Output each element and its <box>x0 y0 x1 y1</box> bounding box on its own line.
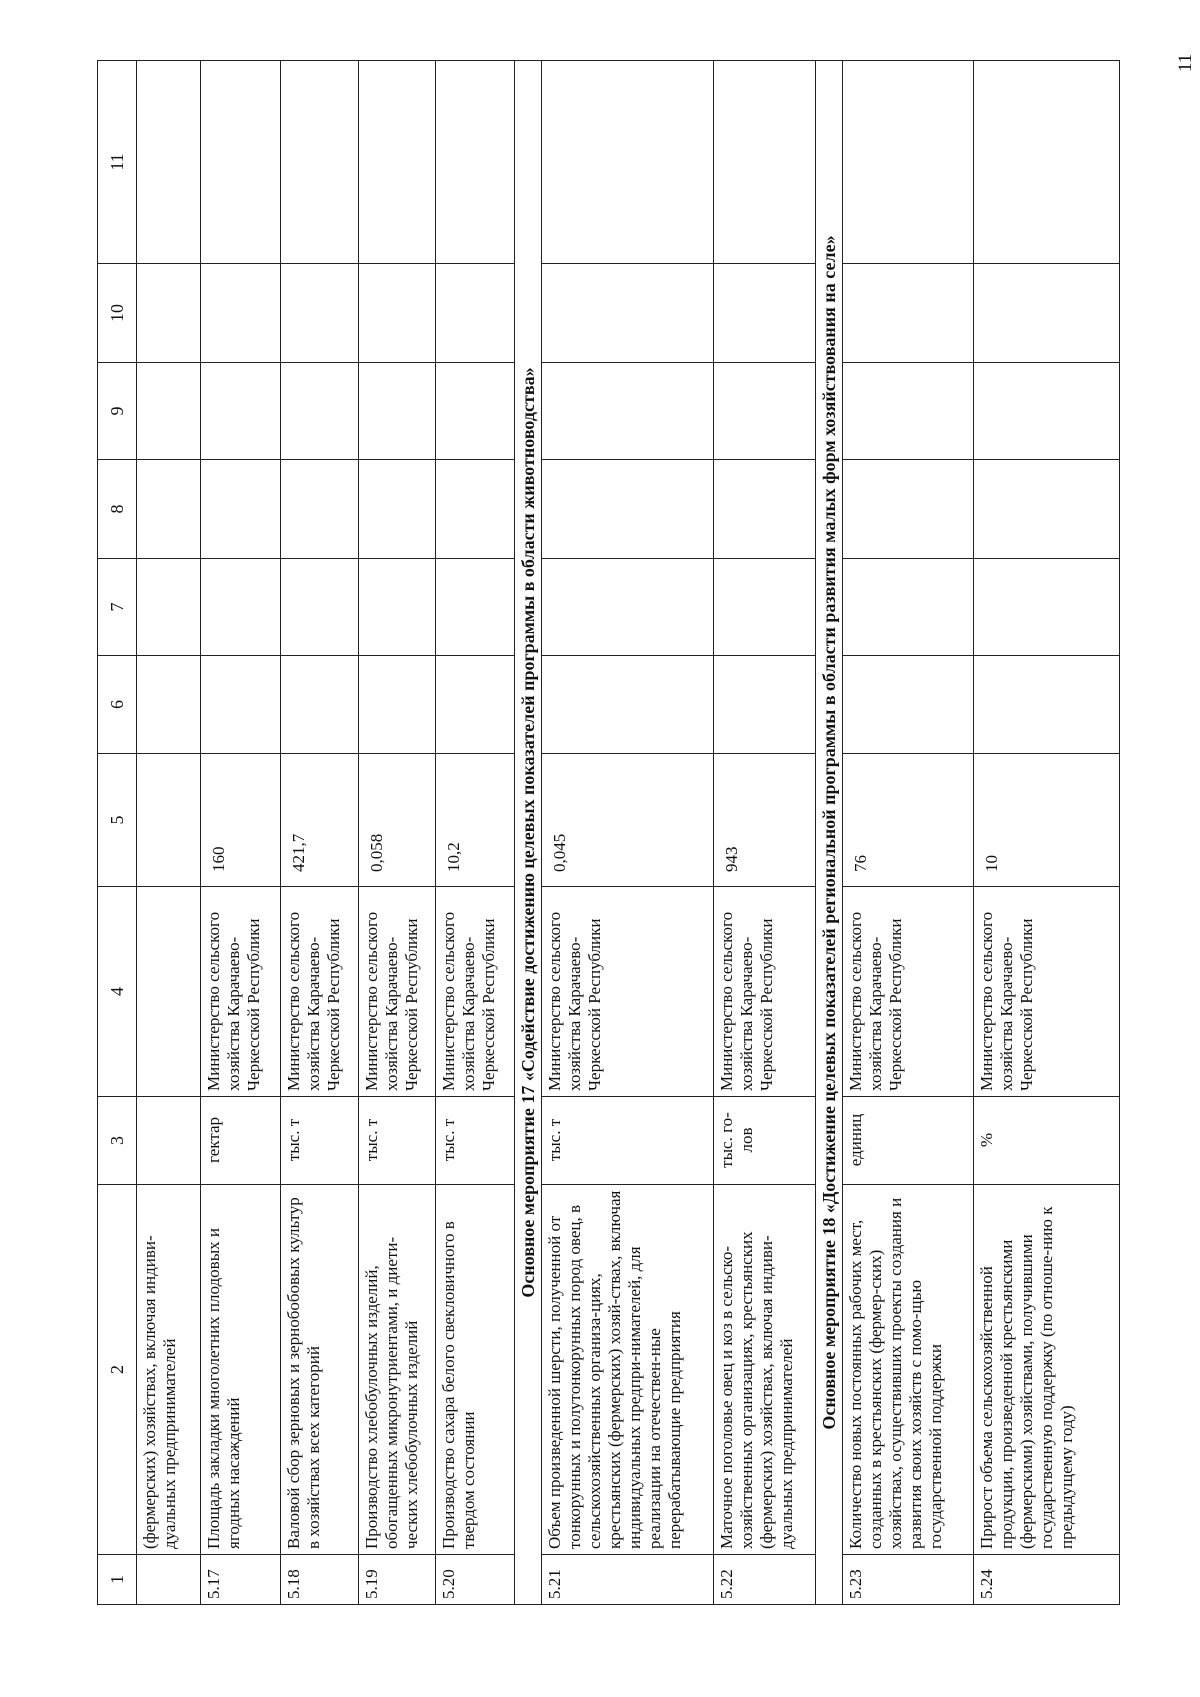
empty-value-cell <box>713 61 815 264</box>
table-row <box>201 61 281 1605</box>
responsible-executor: Министерство сельского хозяйства Карачаево-Черкесской Республики <box>542 887 713 1097</box>
empty-value-cell <box>280 460 358 559</box>
empty-value-cell <box>843 363 974 460</box>
empty-value-cell <box>436 61 515 264</box>
empty-value-cell <box>280 656 358 754</box>
empty-value-cell <box>137 656 201 754</box>
row-number: 5.21 <box>542 1555 713 1605</box>
unit-of-measure: тыс. т <box>280 1097 358 1185</box>
section-heading-row <box>815 61 843 1605</box>
table-row <box>358 61 436 1605</box>
section-title: Основное мероприятие 17 «Содействие достижению целевых показателей программы в области животноводства» <box>514 61 542 1605</box>
column-header-10: 10 <box>98 264 137 363</box>
indicator-value <box>137 754 201 887</box>
empty-value-cell <box>974 656 1120 754</box>
indicators-table <box>97 60 1120 1605</box>
unit-of-measure: единиц <box>843 1097 974 1185</box>
empty-value-cell <box>436 656 515 754</box>
empty-value-cell <box>542 559 713 656</box>
column-header-1: 1 <box>98 1555 137 1605</box>
empty-value-cell <box>843 61 974 264</box>
indicator-name: Валовой сбор зерновых и зернобобовых культур в хозяйствах всех категорий <box>280 1185 358 1555</box>
row-number: 5.20 <box>436 1555 515 1605</box>
indicator-value: 160 <box>201 754 281 887</box>
indicator-value: 0,045 <box>542 754 713 887</box>
unit-of-measure: тыс. т <box>542 1097 713 1185</box>
unit-of-measure <box>137 1097 201 1185</box>
table-row <box>436 61 515 1605</box>
indicator-name: Производство хлебобулочных изделий, обогащенных микронутриентами, и диети-ческих хлебобулочных изделий <box>358 1185 436 1555</box>
unit-of-measure: тыс. т <box>436 1097 515 1185</box>
empty-value-cell <box>280 264 358 363</box>
empty-value-cell <box>974 363 1120 460</box>
unit-of-measure: % <box>974 1097 1120 1185</box>
empty-value-cell <box>137 460 201 559</box>
empty-value-cell <box>713 559 815 656</box>
empty-value-cell <box>280 61 358 264</box>
table-row <box>713 61 815 1605</box>
column-header-11: 11 <box>98 61 137 264</box>
section-heading-row <box>514 61 542 1605</box>
empty-value-cell <box>843 264 974 363</box>
indicator-name: Производство сахара белого свекловичного в твердом состоянии <box>436 1185 515 1555</box>
indicator-value: 421,7 <box>280 754 358 887</box>
empty-value-cell <box>542 61 713 264</box>
empty-value-cell <box>201 363 281 460</box>
column-header-7: 7 <box>98 559 137 656</box>
column-header-5: 5 <box>98 754 137 887</box>
indicator-value: 0,058 <box>358 754 436 887</box>
empty-value-cell <box>713 656 815 754</box>
column-header-3: 3 <box>98 1097 137 1185</box>
empty-value-cell <box>137 559 201 656</box>
empty-value-cell <box>713 264 815 363</box>
empty-value-cell <box>358 363 436 460</box>
table-row <box>974 61 1120 1605</box>
responsible-executor: Министерство сельского хозяйства Карачаево-Черкесской Республики <box>974 887 1120 1097</box>
indicator-value: 76 <box>843 754 974 887</box>
empty-value-cell <box>358 61 436 264</box>
responsible-executor <box>137 887 201 1097</box>
row-number: 5.19 <box>358 1555 436 1605</box>
row-number: 5.18 <box>280 1555 358 1605</box>
column-header-4: 4 <box>98 887 137 1097</box>
empty-value-cell <box>974 61 1120 264</box>
empty-value-cell <box>201 61 281 264</box>
empty-value-cell <box>713 363 815 460</box>
empty-value-cell <box>436 264 515 363</box>
table-row <box>137 61 201 1605</box>
indicator-name: (фермерских) хозяйствах, включая индиви-дуальных предпринимателей <box>137 1185 201 1555</box>
indicator-name: Маточное поголовье овец и коз в сельско-хозяйственных организациях, крестьянских (фермерских) хозяйствах, включая индиви-дуальных предпринимателей <box>713 1185 815 1555</box>
empty-value-cell <box>358 264 436 363</box>
empty-value-cell <box>280 363 358 460</box>
empty-value-cell <box>358 559 436 656</box>
responsible-executor: Министерство сельского хозяйства Карачаево-Черкесской Республики <box>280 887 358 1097</box>
empty-value-cell <box>843 559 974 656</box>
column-header-8: 8 <box>98 460 137 559</box>
rotated-table-container <box>97 61 1120 1605</box>
responsible-executor: Министерство сельского хозяйства Карачаево-Черкесской Республики <box>713 887 815 1097</box>
empty-value-cell <box>137 264 201 363</box>
row-number: 5.23 <box>843 1555 974 1605</box>
responsible-executor: Министерство сельского хозяйства Карачаево-Черкесской Республики <box>436 887 515 1097</box>
section-title: Основное мероприятие 18 «Достижение целевых показателей региональной программы в области развития малых форм хозяйствования на селе» <box>815 61 843 1605</box>
unit-of-measure: гектар <box>201 1097 281 1185</box>
empty-value-cell <box>974 264 1120 363</box>
table-row <box>280 61 358 1605</box>
indicator-value: 10,2 <box>436 754 515 887</box>
empty-value-cell <box>137 61 201 264</box>
empty-value-cell <box>358 656 436 754</box>
empty-value-cell <box>843 460 974 559</box>
responsible-executor: Министерство сельского хозяйства Карачаево-Черкесской Республики <box>358 887 436 1097</box>
empty-value-cell <box>201 656 281 754</box>
responsible-executor: Министерство сельского хозяйства Карачаево-Черкесской Республики <box>843 887 974 1097</box>
empty-value-cell <box>201 559 281 656</box>
indicator-name: Объем произведенной шерсти, полученной от тонкорунных и полутонкорунных пород овец, в сельскохозяйственных организа-циях, крестьянских (фермерских) хозяй-ствах, включая индивидуальных предпри-нимателей, для реализации на отечествен-ные перерабатывающие предприятия <box>542 1185 713 1555</box>
column-header-6: 6 <box>98 656 137 754</box>
empty-value-cell <box>137 363 201 460</box>
responsible-executor: Министерство сельского хозяйства Карачаево-Черкесской Республики <box>201 887 281 1097</box>
empty-value-cell <box>713 460 815 559</box>
indicator-name: Прирост объема сельскохозяйственной продукции, произведенной крестьянскими (фермерскими) хозяйствами, получившими государственную поддержку (по отноше-нию к предыдущему году) <box>974 1185 1120 1555</box>
row-number: 5.17 <box>201 1555 281 1605</box>
indicator-value: 10 <box>974 754 1120 887</box>
empty-value-cell <box>542 363 713 460</box>
row-number: 5.24 <box>974 1555 1120 1605</box>
row-number: 5.22 <box>713 1555 815 1605</box>
indicator-name: Количество новых постоянных рабочих мест, созданных в крестьянских (фермер-ских) хозяйствах, осуществивших проекты создания и развития своих хозяйств с помо-щью государственной поддержки <box>843 1185 974 1555</box>
empty-value-cell <box>542 656 713 754</box>
indicator-value: 943 <box>713 754 815 887</box>
column-header-9: 9 <box>98 363 137 460</box>
table-header-row <box>98 61 137 1605</box>
row-number <box>137 1555 201 1605</box>
indicator-name: Площадь закладки многолетних плодовых и ягодных насаждений <box>201 1185 281 1555</box>
unit-of-measure: тыс. го-лов <box>713 1097 815 1185</box>
table-row <box>843 61 974 1605</box>
unit-of-measure: тыс. т <box>358 1097 436 1185</box>
empty-value-cell <box>542 264 713 363</box>
table-row <box>542 61 713 1605</box>
empty-value-cell <box>974 460 1120 559</box>
empty-value-cell <box>436 363 515 460</box>
column-header-2: 2 <box>98 1185 137 1555</box>
empty-value-cell <box>436 559 515 656</box>
empty-value-cell <box>436 460 515 559</box>
page-number: 11 <box>1175 53 1196 72</box>
empty-value-cell <box>542 460 713 559</box>
empty-value-cell <box>843 656 974 754</box>
empty-value-cell <box>201 460 281 559</box>
empty-value-cell <box>280 559 358 656</box>
empty-value-cell <box>201 264 281 363</box>
empty-value-cell <box>974 559 1120 656</box>
empty-value-cell <box>358 460 436 559</box>
